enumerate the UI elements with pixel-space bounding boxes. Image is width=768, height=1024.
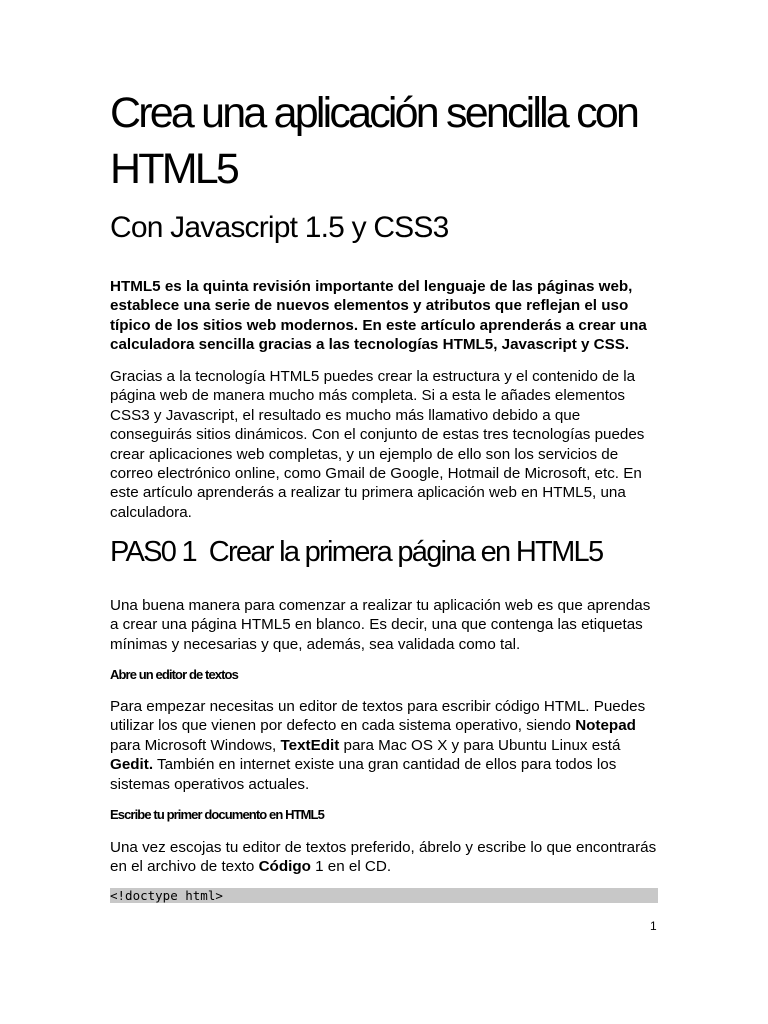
body-paragraph bbox=[110, 838, 660, 877]
bold-run: Código bbox=[258, 858, 311, 876]
code-block: <!doctype html> bbox=[110, 888, 658, 903]
text-run: Para empezar necesitas un editor de textos para escribir código HTML. Puedes utilizar los que vienen por defecto en cada sistema operativo, siendo bbox=[110, 698, 646, 735]
bold-run: Notepad bbox=[575, 717, 636, 735]
section-subheading: Abre un editor de textos bbox=[110, 667, 238, 682]
bold-run: TextEdit bbox=[280, 736, 340, 754]
body-paragraph bbox=[110, 697, 660, 794]
body-paragraph: Gracias a la tecnología HTML5 puedes crear la estructura y el contenido de la página web de manera mucho más completa. Si a esta le añades elementos CSS3 y Javascript, el resultado es mucho más llamativo debido a que conseguirás sitios dinámicos. Con el conjunto de estas tres tecnologías puedes crear aplicaciones web completas, y un ejemplo de ello son los servicios de correo electrónico online, como Gmail de Google, Hotmail de Microsoft, etc. En este artículo aprenderás a realizar tu primera aplicación web en HTML5, una calculadora. bbox=[110, 368, 645, 521]
section-subheading: Escribe tu primer documento en HTML5 bbox=[110, 807, 324, 822]
intro-paragraph: HTML5 es la quinta revisión importante del lenguaje de las páginas web, establece una serie de nuevos elementos y atributos que reflejan el uso típico de los sitios web modernos. En este artículo aprenderás a crear una calculadora sencilla gracias a las tecnologías HTML5, Javascript y CSS. bbox=[110, 278, 647, 354]
text-run: para Mac OS X y para Ubuntu Linux está bbox=[339, 736, 621, 754]
document-title: Crea una aplicación sencilla con HTML5 bbox=[110, 89, 638, 193]
text-run: 1 en el CD. bbox=[310, 858, 392, 876]
document-subtitle: Con Javascript 1.5 y CSS3 bbox=[110, 211, 449, 244]
body-paragraph: Una buena manera para comenzar a realizar tu aplicación web es que aprendas a crear una página HTML5 en blanco. Es decir, una que contenga las etiquetas mínimas y necesarias y que, además, sea validada como tal. bbox=[110, 597, 651, 653]
page-number: 1 bbox=[650, 919, 657, 933]
bold-run: Gedit. bbox=[110, 756, 154, 774]
text-run: para Microsoft Windows, bbox=[110, 736, 281, 754]
text-run: También en internet existe una gran cantidad de ellos para todos los sistemas operativos actuales. bbox=[110, 756, 617, 793]
text-run: Una vez escojas tu editor de textos preferido, ábrelo y escribe lo que encontrarás en el archivo de texto bbox=[110, 839, 657, 876]
step-heading: PAS0 1 Crear la primera página en HTML5 bbox=[110, 536, 603, 568]
